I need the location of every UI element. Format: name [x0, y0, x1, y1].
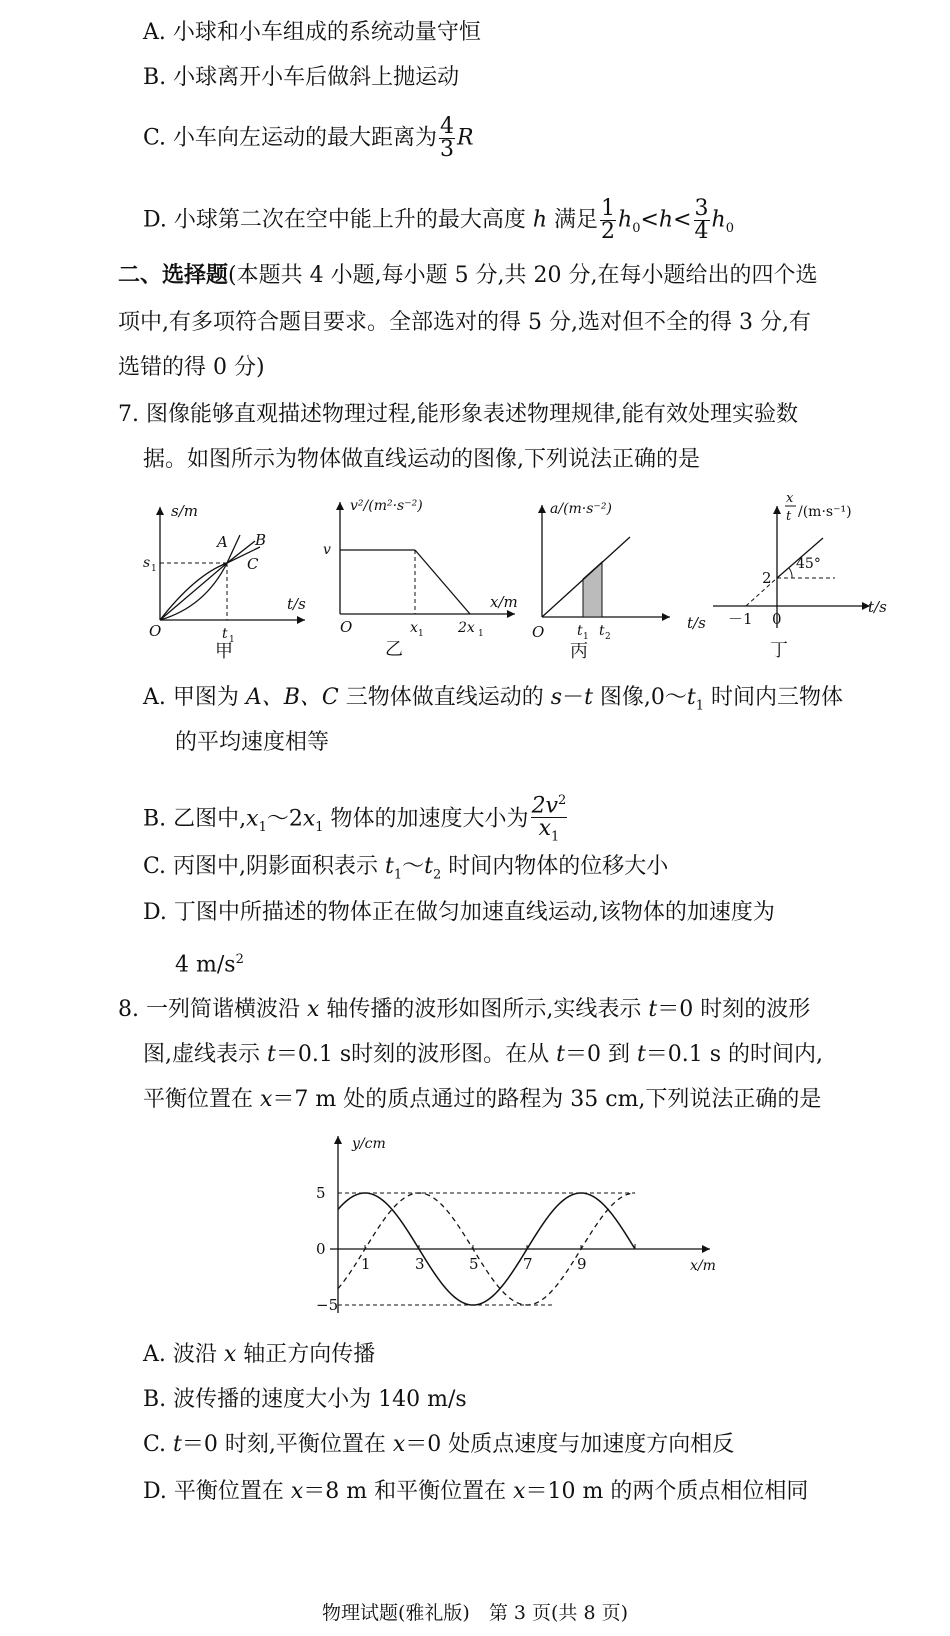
svg-text:C: C: [247, 555, 259, 573]
svg-text:O: O: [340, 618, 353, 636]
bing-ylabel: a/(m·s⁻²): [550, 501, 612, 517]
q8-option-d: D. 平衡位置在 x＝8 m 和平衡位置在 x＝10 m 的两个质点相位相同: [143, 1479, 809, 1504]
q7-stem-line2: 据。如图所示为物体做直线运动的图像,下列说法正确的是: [143, 447, 700, 472]
svg-text:1: 1: [151, 564, 157, 574]
section2-line3: 选错的得 0 分): [118, 355, 265, 380]
q8-option-b: B. 波传播的速度大小为 140 m/s: [143, 1387, 467, 1412]
y-tick-label: 5: [316, 1184, 326, 1202]
q7-option-c: C. 丙图中,阴影面积表示 $t_1\sim t_2$ 时间内物体的位移大小: [143, 854, 669, 883]
q6-option-b: B. 小球离开小车后做斜上抛运动: [143, 65, 460, 90]
y-axis-label: y/cm: [352, 1136, 386, 1152]
svg-text:t: t: [577, 623, 583, 639]
svg-text:1: 1: [583, 632, 589, 642]
y-tick-label: −5: [316, 1296, 339, 1314]
q7-option-a-line2: 的平均速度相等: [175, 730, 330, 755]
svg-text:1: 1: [478, 629, 484, 639]
q8-stem-line2: 图,虚线表示 t＝0.1 s时刻的波形图。在从 t＝0 到 t＝0.1 s 的时间内,: [143, 1042, 824, 1067]
jia-caption: 甲: [215, 641, 233, 662]
x-tick-label: 5: [469, 1255, 479, 1273]
svg-text:t/s: t/s: [868, 598, 887, 616]
q6-option-d: D. 小球第二次在空中能上升的最大高度 h 满足 $\frac{1}{2}$ $h_0<h<$ $\frac{3}{4}$ $h_0$: [143, 196, 734, 244]
svg-text:x/m: x/m: [490, 593, 518, 611]
svg-text:45°: 45°: [796, 556, 821, 572]
x-tick-label: 7: [523, 1255, 533, 1273]
svg-text:x: x: [786, 491, 794, 506]
x-axis-label: x/m: [690, 1258, 716, 1274]
yi-ylabel: v²/(m²·s⁻²): [350, 498, 423, 514]
x-tick-label: 1: [361, 1255, 371, 1273]
page-footer: 物理试题(雅礼版) 第 3 页(共 8 页): [322, 1602, 628, 1624]
q7-option-d-line1: D. 丁图中所描述的物体正在做匀加速直线运动,该物体的加速度为: [143, 900, 775, 925]
svg-text:2x: 2x: [458, 620, 475, 636]
q8-stem-line3: 平衡位置在 x＝7 m 处的质点通过的路程为 35 cm,下列说法正确的是: [143, 1087, 822, 1112]
svg-text:s: s: [143, 555, 151, 571]
q7-stem-line1: 7. 图像能够直观描述物理过程,能形象表述物理规律,能有效处理实验数: [118, 402, 798, 427]
figure-ding: [710, 488, 890, 663]
q8-stem-line1: 8. 一列简谐横波沿 x 轴传播的波形如图所示,实线表示 t＝0 时刻的波形: [118, 997, 811, 1022]
bing-caption: 丙: [570, 641, 588, 662]
q8-option-a: A. 波沿 x 轴正方向传播: [143, 1342, 376, 1367]
svg-text:O: O: [532, 623, 545, 641]
svg-text:x: x: [410, 620, 418, 636]
x-tick-label: 9: [577, 1255, 587, 1273]
svg-text:O: O: [149, 622, 162, 640]
svg-text:2: 2: [605, 632, 611, 642]
section2-title: 二、选择题: [118, 262, 229, 288]
jia-ylabel: s/m: [171, 502, 198, 520]
figure-jia: [135, 495, 315, 660]
yi-caption: 乙: [385, 639, 403, 660]
wave-chart: [300, 1128, 740, 1328]
fraction: $\frac{4}{3}$: [440, 114, 455, 162]
svg-text:t: t: [786, 509, 792, 524]
svg-text:2: 2: [762, 569, 772, 587]
svg-text:t/s: t/s: [687, 614, 706, 632]
y-tick-label: 0: [316, 1240, 326, 1258]
section2-line1: 二、选择题(本题共 4 小题,每小题 5 分,共 20 分,在每小题给出的四个选: [118, 262, 818, 288]
ding-ylabel-unit: /(m·s⁻¹): [798, 504, 852, 520]
svg-text:t: t: [222, 626, 228, 642]
svg-text:－1: －1: [728, 610, 753, 628]
svg-text:0: 0: [772, 610, 782, 628]
section2-line2: 项中,有多项符合题目要求。全部选对的得 5 分,选对但不全的得 3 分,有: [118, 310, 811, 335]
q8-option-c: C. t＝0 时刻,平衡位置在 x＝0 处质点速度与加速度方向相反: [143, 1432, 735, 1457]
svg-text:A: A: [217, 533, 228, 551]
svg-text:v: v: [323, 542, 331, 558]
figure-bing: [525, 495, 715, 660]
x-tick-label: 3: [415, 1255, 425, 1273]
figure-yi: [320, 492, 520, 660]
svg-text:B: B: [255, 531, 267, 549]
svg-text:1: 1: [229, 635, 235, 645]
svg-text:1: 1: [418, 629, 424, 639]
q6-option-a: A. 小球和小车组成的系统动量守恒: [143, 20, 481, 45]
q7-option-d-line2: 4 $m/s^2$: [175, 952, 244, 978]
q7-option-b: B. 乙图中$,x_1\sim 2x_1$ 物体的加速度大小为 $\frac{2v^2}{x_1}$: [143, 790, 569, 849]
svg-text:t/s: t/s: [287, 595, 306, 613]
q6-option-c: C. 小车向左运动的最大距离为 $\frac{4}{3}$ R: [143, 114, 474, 162]
ding-caption: 丁: [770, 640, 788, 661]
svg-text:t: t: [599, 623, 605, 639]
q7-option-a-line1: A. 甲图为 A、B、C 三物体做直线运动的 s－t 图像$,0\sim t_1$ 时间内三物体: [143, 685, 844, 714]
